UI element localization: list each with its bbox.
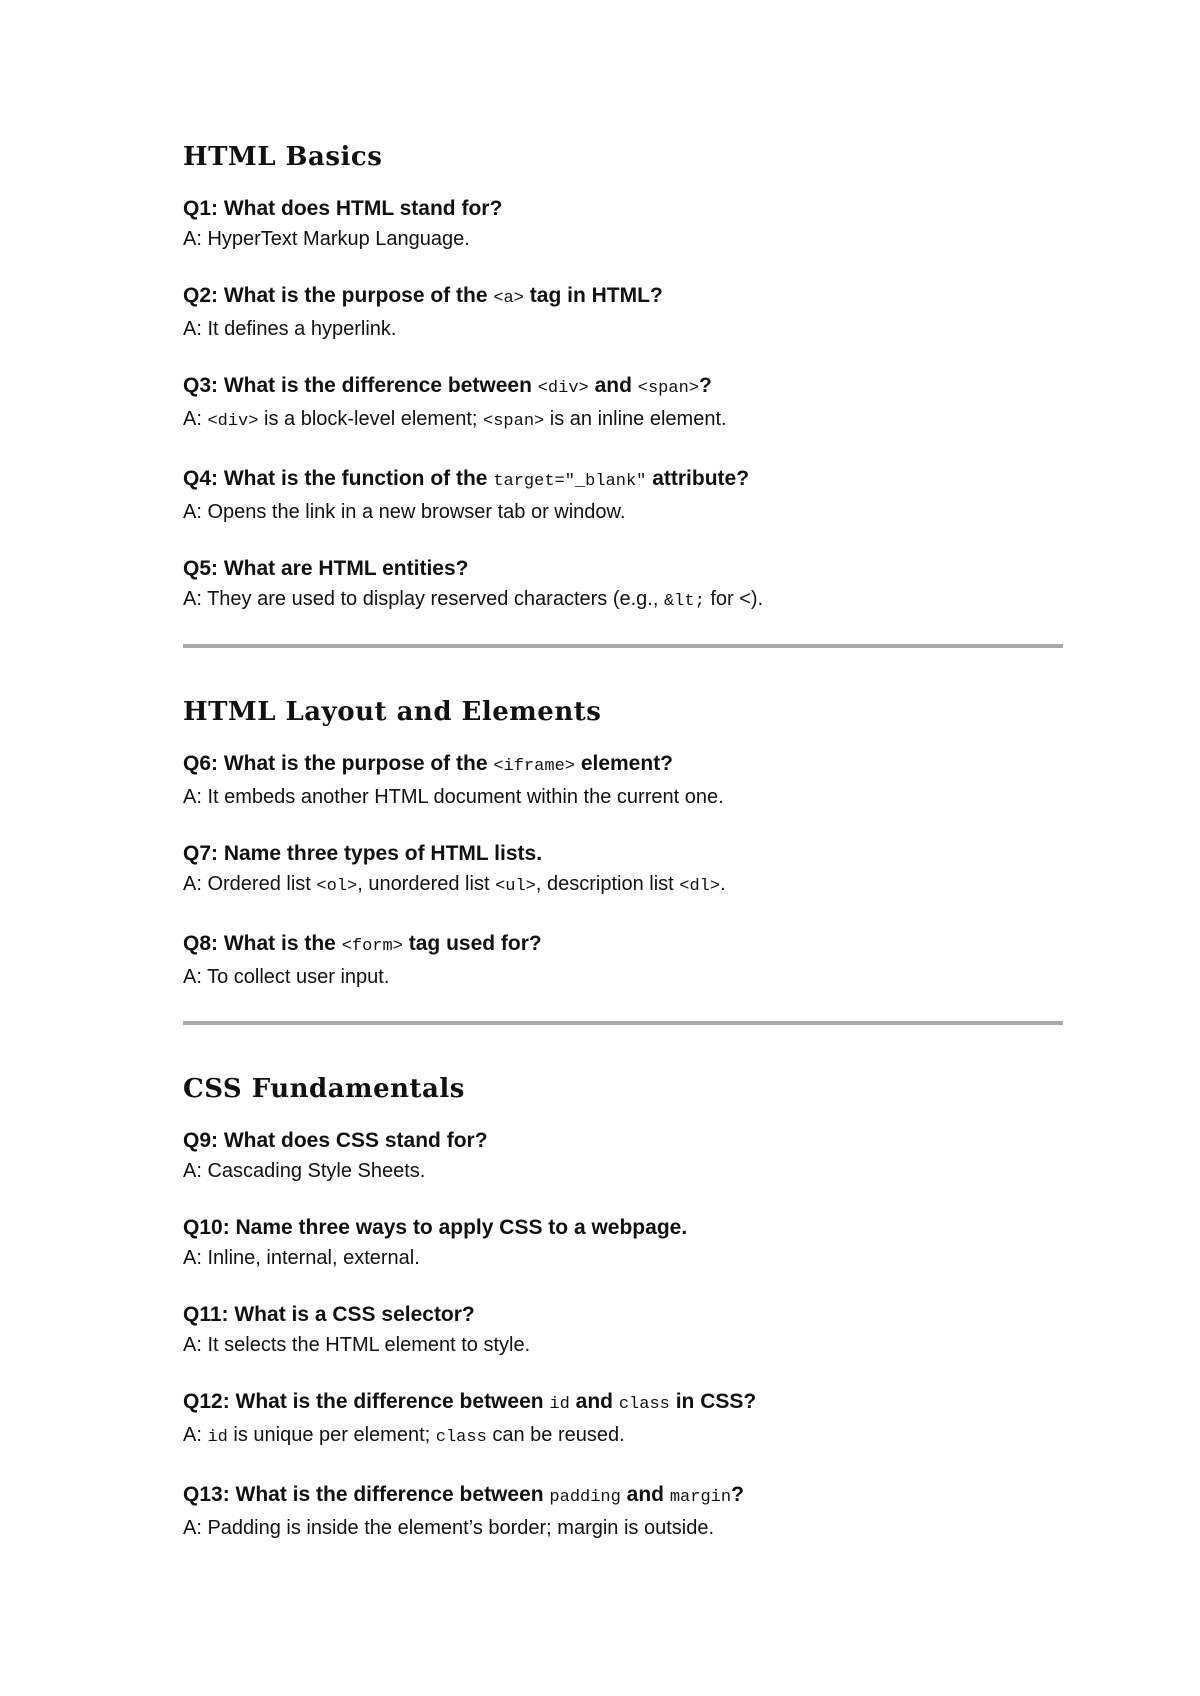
answer: [183, 962, 1063, 992]
text-run: ?: [698, 374, 712, 397]
text-run: tag in HTML?: [523, 284, 663, 307]
code-snippet: <iframe>: [493, 757, 575, 776]
code-snippet: <dl>: [679, 877, 721, 896]
answer: [183, 497, 1063, 527]
code-snippet: target="_blank": [493, 472, 647, 491]
text-run: Q7: Name three types of HTML lists.: [183, 842, 543, 865]
question: [183, 281, 1063, 314]
qa-item: [183, 194, 1063, 254]
question: [183, 929, 1063, 962]
code-snippet: <div>: [537, 379, 589, 398]
text-run: Q13: What is the difference between: [183, 1483, 550, 1506]
answer: [183, 314, 1063, 344]
code-snippet: <div>: [207, 412, 259, 431]
answer: [183, 1513, 1063, 1543]
qa-item: [183, 1387, 1063, 1453]
text-run: A: It defines a hyperlink.: [183, 318, 397, 340]
text-run: A: It selects the HTML element to style.: [183, 1334, 531, 1356]
code-snippet: id: [549, 1395, 570, 1414]
code-snippet: padding: [549, 1488, 621, 1507]
text-run: tag used for?: [402, 932, 542, 955]
qa-item: [183, 1300, 1063, 1360]
code-snippet: class: [435, 1428, 487, 1447]
code-snippet: <ul>: [495, 877, 536, 896]
text-run: A: To collect user input.: [183, 966, 390, 988]
answer: [183, 1243, 1063, 1273]
text-run: A: HyperText Markup Language.: [183, 228, 470, 250]
code-snippet: <a>: [493, 289, 524, 308]
section-html-basics: [183, 142, 1063, 644]
text-run: Q6: What is the purpose of the: [183, 752, 494, 775]
text-run: attribute?: [646, 467, 750, 490]
text-run: Q1: What does HTML stand for?: [183, 197, 503, 220]
question: [183, 749, 1063, 782]
answer: [183, 224, 1063, 254]
answer: [183, 782, 1063, 812]
code-snippet: margin: [669, 1488, 732, 1507]
code-snippet: <span>: [483, 412, 545, 431]
qa-list: [183, 194, 1063, 617]
qa-item: [183, 1480, 1063, 1543]
qa-item: [183, 281, 1063, 344]
code-snippet: class: [618, 1395, 670, 1414]
question: [183, 464, 1063, 497]
section-html-layout: [183, 697, 1063, 1019]
text-run: Q8: What is the: [183, 932, 342, 955]
question: [183, 194, 1063, 224]
text-run: Q5: What are HTML entities?: [183, 557, 469, 580]
section-title: HTML Basics: [183, 142, 383, 172]
section-divider: [183, 644, 1063, 648]
code-snippet: <ol>: [316, 877, 358, 896]
text-run: and: [569, 1390, 619, 1413]
text-run: A: Cascading Style Sheets.: [183, 1160, 426, 1182]
code-snippet: <form>: [341, 937, 403, 956]
text-run: is unique per element;: [227, 1424, 436, 1446]
text-run: A: It embeds another HTML document within the current one.: [183, 786, 724, 808]
code-snippet: <span>: [637, 379, 699, 398]
text-run: Q11: What is a CSS selector?: [183, 1303, 475, 1326]
text-run: A: Padding is inside the element’s border; margin is outside.: [183, 1517, 715, 1539]
text-run: A: Opens the link in a new browser tab or window.: [183, 501, 626, 523]
text-run: Q3: What is the difference between: [183, 374, 538, 397]
answer: [183, 1420, 1063, 1453]
text-run: can be reused.: [486, 1424, 625, 1446]
text-run: Q12: What is the difference between: [183, 1390, 550, 1413]
answer: [183, 584, 1063, 617]
text-run: Q4: What is the function of the: [183, 467, 494, 490]
text-run: A:: [183, 1424, 208, 1446]
text-run: ?: [731, 1483, 744, 1506]
section-title: HTML Layout and Elements: [183, 697, 602, 727]
question: [183, 554, 1063, 584]
qa-item: [183, 839, 1063, 902]
text-run: in CSS?: [669, 1390, 757, 1413]
question: [183, 839, 1063, 869]
code-snippet: id: [207, 1428, 228, 1447]
text-run: element?: [574, 752, 674, 775]
section-css-fundamentals: [183, 1074, 1063, 1570]
answer: [183, 869, 1063, 902]
text-run: A: They are used to display reserved characters (e.g.,: [183, 588, 664, 610]
question: [183, 1126, 1063, 1156]
qa-item: [183, 929, 1063, 992]
question: [183, 1480, 1063, 1513]
question: [183, 371, 1063, 404]
answer: [183, 1330, 1063, 1360]
text-run: Q2: What is the purpose of the: [183, 284, 494, 307]
qa-item: [183, 554, 1063, 617]
question: [183, 1387, 1063, 1420]
text-run: for <).: [704, 588, 764, 610]
text-run: A:: [183, 408, 208, 430]
text-run: A: Inline, internal, external.: [183, 1247, 420, 1269]
answer: [183, 404, 1063, 437]
question: [183, 1300, 1063, 1330]
question: [183, 1213, 1063, 1243]
text-run: , unordered list: [357, 873, 496, 895]
text-run: is a block-level element;: [258, 408, 484, 430]
text-run: is an inline element.: [544, 408, 727, 430]
text-run: A: Ordered list: [183, 873, 317, 895]
qa-item: [183, 1126, 1063, 1186]
qa-item: [183, 749, 1063, 812]
text-run: Q9: What does CSS stand for?: [183, 1129, 488, 1152]
text-run: .: [720, 873, 726, 895]
section-title: CSS Fundamentals: [183, 1074, 465, 1104]
qa-list: [183, 749, 1063, 992]
text-run: Q10: Name three ways to apply CSS to a webpage.: [183, 1216, 688, 1239]
text-run: and: [620, 1483, 670, 1506]
text-run: , description list: [535, 873, 680, 895]
qa-item: [183, 1213, 1063, 1273]
code-snippet: &lt;: [663, 592, 705, 611]
section-divider: [183, 1021, 1063, 1025]
answer: [183, 1156, 1063, 1186]
qa-item: [183, 371, 1063, 437]
qa-item: [183, 464, 1063, 527]
qa-list: [183, 1126, 1063, 1543]
text-run: and: [588, 374, 638, 397]
